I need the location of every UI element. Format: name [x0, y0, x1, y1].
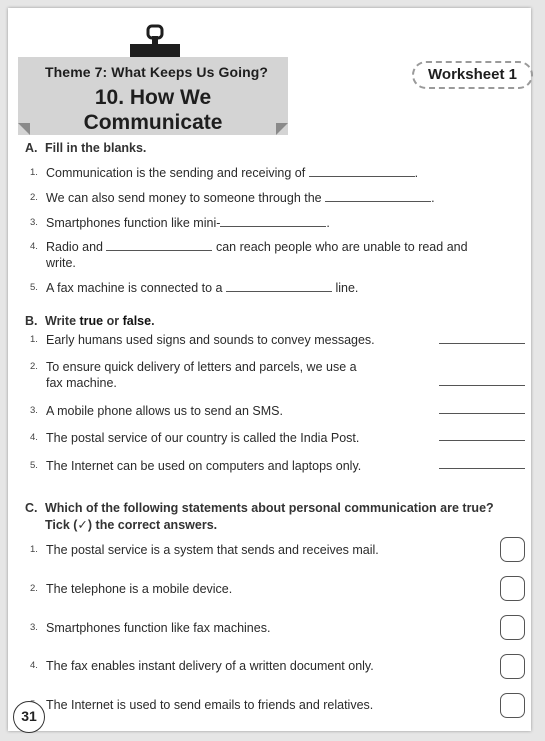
b2-number: 2. [30, 361, 38, 372]
a5-blank[interactable] [226, 281, 332, 292]
c4-checkbox[interactable] [500, 654, 525, 679]
b1-number: 1. [30, 334, 38, 345]
a2-text: We can also send money to someone through the [46, 191, 322, 205]
c3-checkbox[interactable] [500, 615, 525, 640]
b3-number: 3. [30, 405, 38, 416]
b5-statement: The Internet can be used on computers and laptops only. [46, 459, 362, 473]
a1-number: 1. [30, 167, 38, 178]
chapter-title-line2: Communicate [83, 111, 223, 134]
section-a-title: Fill in the blanks. [45, 141, 147, 155]
b4-statement: The postal service of our country is called the India Post. [46, 431, 360, 445]
a3-end: . [326, 216, 330, 230]
b2-answer-line[interactable] [439, 385, 525, 386]
a4-question [46, 239, 468, 255]
a4-number: 4. [30, 241, 38, 252]
b2-statement: To ensure quick delivery of letters and parcels, we use a [46, 360, 357, 374]
a4-blank[interactable] [106, 240, 212, 251]
section-c-title-line1: Which of the following statements about personal communication are true? [45, 501, 494, 515]
section-b-letter: B. [25, 314, 38, 328]
section-b-false: false [122, 314, 152, 328]
c5-checkbox[interactable] [500, 693, 525, 718]
a5-question [46, 280, 358, 296]
b4-number: 4. [30, 432, 38, 443]
a1-blank[interactable] [309, 166, 415, 177]
section-b-title-pre: Write [45, 314, 80, 328]
a1-question [46, 165, 418, 181]
chapter-title-line1: 10. How We [94, 86, 212, 109]
b1-statement: Early humans used signs and sounds to convey messages. [46, 333, 375, 347]
c1-statement: The postal service is a system that sends and receives mail. [46, 543, 379, 557]
c2-number: 2. [30, 583, 38, 594]
a4-text: Radio and [46, 240, 103, 254]
a3-question [46, 215, 330, 231]
theme-title: Theme 7: What Keeps Us Going? [45, 64, 269, 80]
b1-answer-line[interactable] [439, 343, 525, 344]
a2-blank[interactable] [325, 191, 431, 202]
section-c-title-line2: Tick (✓) the correct answers. [45, 518, 218, 532]
c3-number: 3. [30, 622, 38, 633]
a4-line2: write. [46, 256, 76, 270]
a3-text: Smartphones function like mini- [46, 216, 221, 230]
section-b-true: true [79, 314, 104, 328]
page-number: 31 [13, 701, 45, 733]
a3-number: 3. [30, 217, 38, 228]
c5-statement: The Internet is used to send emails to friends and relatives. [46, 698, 374, 712]
a5-end: line. [335, 281, 359, 295]
c3-statement: Smartphones function like fax machines. [46, 621, 271, 635]
section-a-heading [25, 140, 525, 156]
b5-answer-line[interactable] [439, 468, 525, 469]
c4-number: 4. [30, 660, 38, 671]
a2-end: . [431, 191, 435, 205]
section-c-heading [25, 500, 525, 516]
c4-statement: The fax enables instant delivery of a written document only. [46, 659, 374, 673]
binder-clip-icon [128, 24, 182, 60]
a1-end: . [414, 166, 419, 180]
a5-number: 5. [30, 282, 38, 293]
c1-number: 1. [30, 544, 38, 555]
b5-number: 5. [30, 460, 38, 471]
section-c-letter: C. [25, 501, 38, 515]
c2-statement: The telephone is a mobile device. [46, 582, 233, 596]
section-b-title-mid: or [103, 314, 123, 328]
section-b-title-end: . [151, 314, 155, 328]
c2-checkbox[interactable] [500, 576, 525, 601]
a3-blank[interactable] [220, 216, 326, 227]
worksheet-label: Worksheet 1 [412, 61, 533, 89]
c1-checkbox[interactable] [500, 537, 525, 562]
b3-statement: A mobile phone allows us to send an SMS. [46, 404, 283, 418]
a2-question [46, 190, 435, 206]
a4-text-after: can reach people who are unable to read and [215, 240, 468, 254]
b4-answer-line[interactable] [439, 440, 525, 441]
a2-number: 2. [30, 192, 38, 203]
section-b-heading [25, 313, 525, 329]
b3-answer-line[interactable] [439, 413, 525, 414]
b2-statement-line2: fax machine. [46, 376, 117, 390]
section-a-letter: A. [25, 141, 38, 155]
a5-text: A fax machine is connected to a [46, 281, 223, 295]
a1-text: Communication is the sending and receiving of [46, 166, 306, 180]
